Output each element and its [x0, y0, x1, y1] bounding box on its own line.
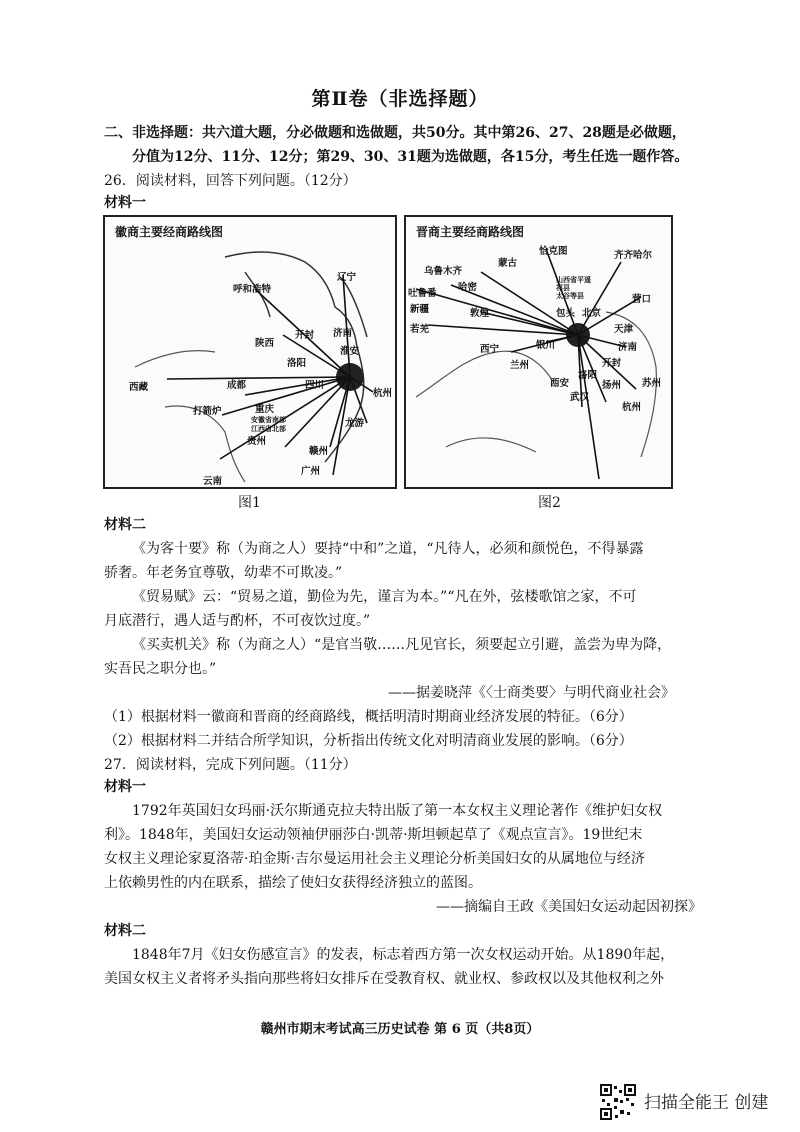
- q27-m2-line1: 1848年7月《妇女伤感宣言》的发表，标志着西方第一次女权运动开始。从1890年起，: [132, 947, 675, 963]
- city-label: 洛阳: [287, 358, 307, 369]
- city-label: 恰克图: [539, 246, 568, 257]
- q27-m1-line1: 1792年英国妇女玛丽·沃尔斯通克拉夫特出版了第一本女权主义理论著作《维护妇女权: [132, 803, 663, 819]
- city-label: 龙游: [345, 418, 365, 429]
- q27-m1-line3: 女权主义理论家夏洛蒂·珀金斯·吉尔曼运用社会主义理论分析美国妇女的从属地位与经济: [104, 851, 645, 867]
- q27-heading: 27．阅读材料，完成下列问题。（11分）: [104, 757, 357, 773]
- city-label: 四川: [305, 380, 325, 391]
- city-label: 成都: [227, 380, 247, 391]
- city-label: 贵州: [247, 436, 267, 447]
- city-label: 太谷等县: [556, 292, 584, 300]
- q27-m1-line2: 利》。1848年，美国妇女运动领袖伊丽莎白·凯蒂·斯坦顿起草了《观点宣言》。19世纪末: [104, 827, 643, 843]
- city-label: 打箭炉: [193, 406, 222, 417]
- q26-heading: 26．阅读材料，回答下列问题。（12分）: [104, 173, 357, 189]
- section-title: 第Ⅱ卷（非选择题）: [311, 88, 489, 110]
- city-label: 杭州: [373, 388, 393, 399]
- city-label: 兰州: [510, 360, 530, 371]
- qr-code-icon: [600, 1084, 636, 1120]
- city-label: 齐齐哈尔: [614, 250, 653, 261]
- city-label: 北京: [582, 308, 602, 319]
- city-label: 济南: [333, 328, 353, 339]
- city-label: 乌鲁木齐: [424, 266, 463, 277]
- q26-subquestion-2: （2）根据材料二并结合所学知识，分析指出传统文化对明清商业发展的影响。（6分）: [104, 733, 633, 749]
- city-label: 重庆: [255, 404, 275, 415]
- city-label: 吐鲁番: [408, 288, 437, 299]
- city-label: 洛阳: [578, 370, 598, 381]
- page-footer: 赣州市期末考试高三历史试卷 第 6 页（共8页）: [260, 1022, 540, 1037]
- city-label: 赣州: [309, 446, 329, 457]
- map-jinshang-title: 晋商主要经商路线图: [416, 225, 525, 239]
- city-label: 开封: [295, 330, 315, 341]
- q27-m1-source: ——摘编自王政《美国妇女运动起因初探》: [436, 899, 702, 915]
- map-huishang-title: 徽商主要经商路线图: [115, 225, 224, 239]
- fig1-caption: 图1: [238, 495, 261, 511]
- city-label: 敦煌: [470, 308, 490, 319]
- city-label: 杭州: [622, 402, 642, 413]
- q26-material2-label: 材料二: [104, 517, 146, 533]
- city-label: 若羌: [410, 324, 430, 335]
- city-label: 武汉: [570, 392, 590, 403]
- city-label: 呼和浩特: [233, 284, 272, 295]
- city-label: 西安: [550, 378, 570, 389]
- city-label: 西藏: [129, 382, 149, 393]
- q27-material1-label: 材料一: [104, 779, 146, 795]
- instructions-line-2: 分值为12分、11分、12分；第29、30、31题为选做题，各15分，考生任选一题作答。: [132, 149, 689, 165]
- city-label: 安徽省南部: [251, 416, 286, 424]
- q27-m2-line2: 美国女权主义者将矛头指向那些将妇女排斥在受教育权、就业权、参政权以及其他权利之外: [104, 971, 664, 987]
- q26-m2-p1-line1: 《为客十要》称（为商之人）要持“中和”之道，“凡待人，必须和颜悦色，不得暴露: [132, 541, 644, 557]
- city-label: 包头: [556, 308, 576, 319]
- city-label: 西宁: [480, 344, 500, 355]
- q26-material1-label: 材料一: [104, 195, 146, 211]
- fig2-caption: 图2: [538, 495, 561, 511]
- city-label: 祁县: [556, 284, 570, 292]
- city-label: 新疆: [410, 304, 430, 315]
- city-label: 扬州: [602, 380, 622, 391]
- q26-m2-source: ——据姜晓萍《〈士商类要〉与明代商业社会》: [388, 685, 675, 701]
- city-label: 云南: [203, 476, 223, 487]
- city-label: 山西省平遥: [556, 276, 591, 284]
- map-jinshang: [404, 215, 673, 489]
- scanner-watermark: 扫描全能王 创建: [644, 1093, 769, 1113]
- city-label: 广州: [301, 466, 321, 477]
- q26-m2-p3-line2: 实吾民之职分也。”: [104, 661, 217, 677]
- q26-m2-p1-line2: 骄奢。年老务宜尊敬，幼辈不可欺凌。”: [104, 565, 343, 581]
- city-label: 蒙古: [498, 258, 518, 269]
- city-label: 开封: [602, 358, 622, 369]
- map-huishang: [103, 215, 397, 489]
- city-label: 淮安: [340, 346, 360, 357]
- city-label: 营口: [632, 294, 652, 305]
- city-label: 江西省北部: [251, 425, 286, 433]
- q26-subquestion-1: （1）根据材料一徽商和晋商的经商路线，概括明清时期商业经济发展的特征。（6分）: [104, 709, 633, 725]
- q27-material2-label: 材料二: [104, 923, 146, 939]
- city-label: 陕西: [255, 338, 275, 349]
- q26-m2-p2-line2: 月底潜行，遇人适与酌杯，不可夜饮过度。”: [104, 613, 371, 629]
- city-label: 天津: [614, 324, 634, 335]
- city-label: 苏州: [642, 378, 662, 389]
- city-label: 济南: [618, 342, 638, 353]
- city-label: 银川: [536, 340, 556, 351]
- q26-m2-p2-line1: 《贸易赋》云：“贸易之道，勤俭为先，谨言为本。”“凡在外，弦楼歌馆之家，不可: [132, 589, 637, 605]
- instructions-line-1: 二、非选择题：共六道大题，分必做题和选做题，共50分。其中第26、27、28题是必做题，: [104, 125, 686, 141]
- city-label: 哈密: [458, 282, 478, 293]
- q27-m1-line4: 上依赖男性的内在联系，描绘了使妇女获得经济独立的蓝图。: [104, 875, 482, 891]
- city-label: 辽宁: [337, 272, 357, 283]
- q26-m2-p3-line1: 《买卖机关》称（为商之人）“是官当敬……凡见官长，须要起立引避，盖尝为卑为降，: [132, 637, 672, 653]
